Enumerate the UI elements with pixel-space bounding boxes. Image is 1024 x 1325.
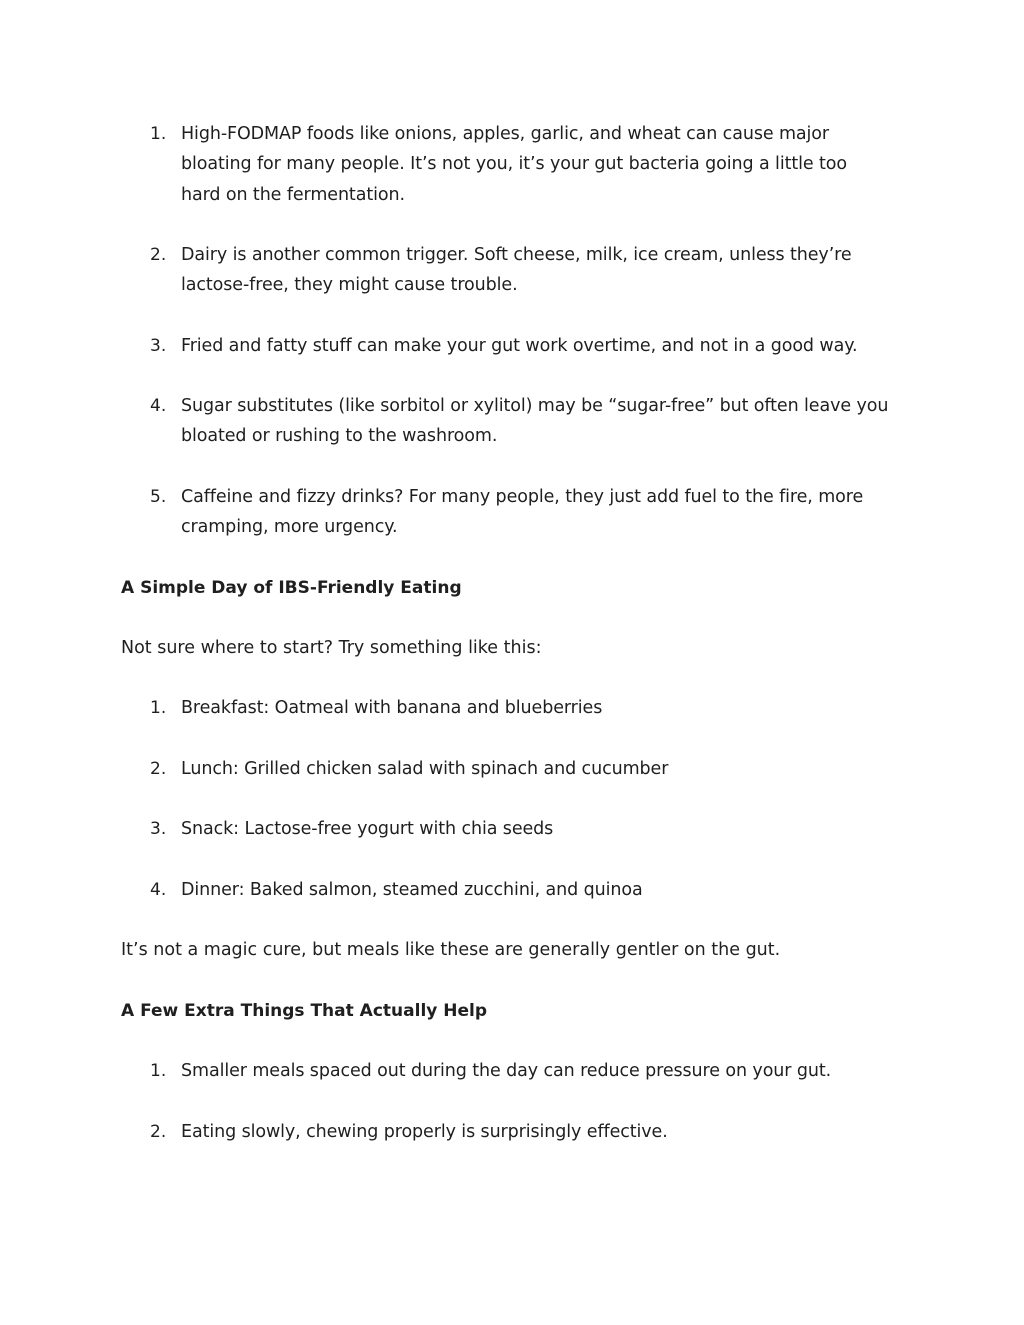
list-item-text: Snack: Lactose-free yogurt with chia seeds: [181, 819, 554, 839]
list-item-text: Fried and fatty stuff can make your gut work overtime, and not in a good way.: [181, 336, 858, 356]
list-item-text: High-FODMAP foods like onions, apples, garlic, and wheat can cause major bloating for many people. It’s not you, it’s your gut bacteria going a little too hard on the fermentation.: [181, 124, 847, 205]
list-item-text: Sugar substitutes (like sorbitol or xylitol) may be “sugar-free” but often leave you bloated or rushing to the washroom.: [181, 396, 889, 447]
section-heading: A Simple Day of IBS-Friendly Eating: [121, 578, 462, 598]
list-number: 5.: [150, 487, 167, 507]
list-item-text: Smaller meals spaced out during the day can reduce pressure on your gut.: [181, 1061, 832, 1081]
list-number: 2.: [150, 759, 167, 779]
list-number: 3.: [150, 819, 167, 839]
intro-paragraph: Not sure where to start? Try something like this:: [121, 638, 542, 658]
list-item-text: Caffeine and fizzy drinks? For many people, they just add fuel to the fire, more cramping, more urgency.: [181, 487, 864, 538]
section-heading: A Few Extra Things That Actually Help: [121, 1001, 488, 1021]
list-item-text: Eating slowly, chewing properly is surprisingly effective.: [181, 1122, 668, 1142]
list-number: 3.: [150, 336, 167, 356]
list-number: 1.: [150, 124, 167, 144]
list-number: 4.: [150, 880, 167, 900]
list-number: 2.: [150, 1122, 167, 1142]
list-item-text: Dinner: Baked salmon, steamed zucchini, and quinoa: [181, 880, 643, 900]
list-number: 4.: [150, 396, 167, 416]
list-item-text: Lunch: Grilled chicken salad with spinach and cucumber: [181, 759, 669, 779]
list-item-text: Breakfast: Oatmeal with banana and blueberries: [181, 698, 603, 718]
list-number: 1.: [150, 1061, 167, 1081]
list-number: 2.: [150, 245, 167, 265]
closing-paragraph: It’s not a magic cure, but meals like these are generally gentler on the gut.: [121, 940, 781, 960]
list-number: 1.: [150, 698, 167, 718]
list-item-text: Dairy is another common trigger. Soft cheese, milk, ice cream, unless they’re lactose-free, they might cause trouble.: [181, 245, 852, 296]
